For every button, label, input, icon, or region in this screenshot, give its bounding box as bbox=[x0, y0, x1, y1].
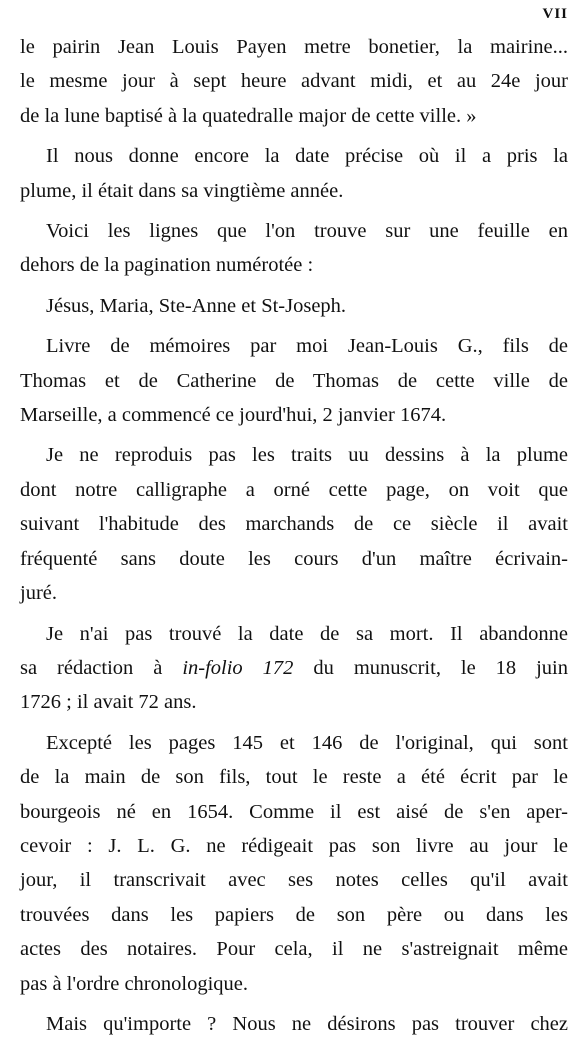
text-line bbox=[20, 651, 568, 685]
text-line: le pairin Jean Louis Payen metre bonetier, la mairine... bbox=[20, 36, 568, 58]
text-line: de la main de son fils, tout le reste a été écrit par le bbox=[20, 766, 568, 789]
text-line: Je ne reproduis pas les traits uu dessins à la plume bbox=[46, 444, 568, 467]
paragraph-quote-end bbox=[20, 30, 568, 133]
text-line: fréquenté sans doute les cours d'un maître écrivain- bbox=[20, 547, 568, 570]
text-line: Marseille, a commencé ce jourd'hui, 2 janvier 1674. bbox=[20, 404, 447, 427]
text-line: plume, il était dans sa vingtième année. bbox=[20, 179, 344, 202]
paragraph-lignes bbox=[20, 214, 568, 283]
text-line: Livre de mémoires par moi Jean-Louis G., fils de bbox=[46, 335, 568, 358]
text-line: de la lune baptisé à la quatedralle major de cette ville. » bbox=[20, 104, 477, 127]
paragraph-importe bbox=[20, 1007, 568, 1041]
text-line: dont notre calligraphe a orné cette page, on voit que bbox=[20, 478, 568, 501]
text-line: bourgeois né en 1654. Comme il est aisé de s'en aper- bbox=[20, 800, 568, 823]
text-line: Je n'ai pas trouvé la date de sa mort. Il abandonne bbox=[46, 622, 568, 645]
text-line: pas à l'ordre chronologique. bbox=[20, 972, 248, 995]
text-line: suivant l'habitude des marchands de ce siècle il avait bbox=[20, 513, 568, 536]
text-line: juré. bbox=[20, 582, 57, 605]
paragraph-dessins bbox=[20, 438, 568, 610]
text-line: Mais qu'importe ? Nous ne désirons pas trouver chez bbox=[46, 1012, 568, 1035]
text-line: le mesme jour à sept heure advant midi, et au 24e jour bbox=[20, 70, 568, 93]
text-line: cevoir : J. L. G. ne rédigeait pas son livre au jour le bbox=[20, 834, 568, 857]
paragraph-date-plume bbox=[20, 139, 568, 208]
text-line: 1726 ; il avait 72 ans. bbox=[20, 691, 197, 714]
paragraph-mort bbox=[20, 617, 568, 720]
paragraph-livre-memoires bbox=[20, 329, 568, 432]
text-line: Il nous donne encore la date précise où il a pris la bbox=[46, 145, 568, 168]
page-number: VII bbox=[542, 6, 568, 22]
paragraph-invocation bbox=[20, 289, 568, 323]
text-line: Voici les lignes que l'on trouve sur une feuille en bbox=[46, 220, 568, 243]
text-line: actes des notaires. Pour cela, il ne s'astreignait même bbox=[20, 938, 568, 961]
text-line: Jésus, Maria, Ste-Anne et St-Joseph. bbox=[46, 294, 347, 317]
paragraph-excepte bbox=[20, 726, 568, 1001]
text-line: Excepté les pages 145 et 146 de l'original, qui sont bbox=[46, 731, 568, 754]
body-text bbox=[20, 30, 568, 1041]
text-line: trouvées dans les papiers de son père ou dans les bbox=[20, 903, 568, 926]
folio-reference: in-folio 172 bbox=[182, 656, 294, 679]
text-line: Thomas et de Catherine de Thomas de cette ville de bbox=[20, 369, 568, 392]
text-run: du munuscrit, le 18 juin bbox=[293, 656, 568, 679]
text-line: jour, il transcrivait avec ses notes celles qu'il avait bbox=[20, 869, 568, 892]
text-line: dehors de la pagination numérotée : bbox=[20, 254, 314, 277]
text-run: sa rédaction à bbox=[20, 656, 183, 679]
